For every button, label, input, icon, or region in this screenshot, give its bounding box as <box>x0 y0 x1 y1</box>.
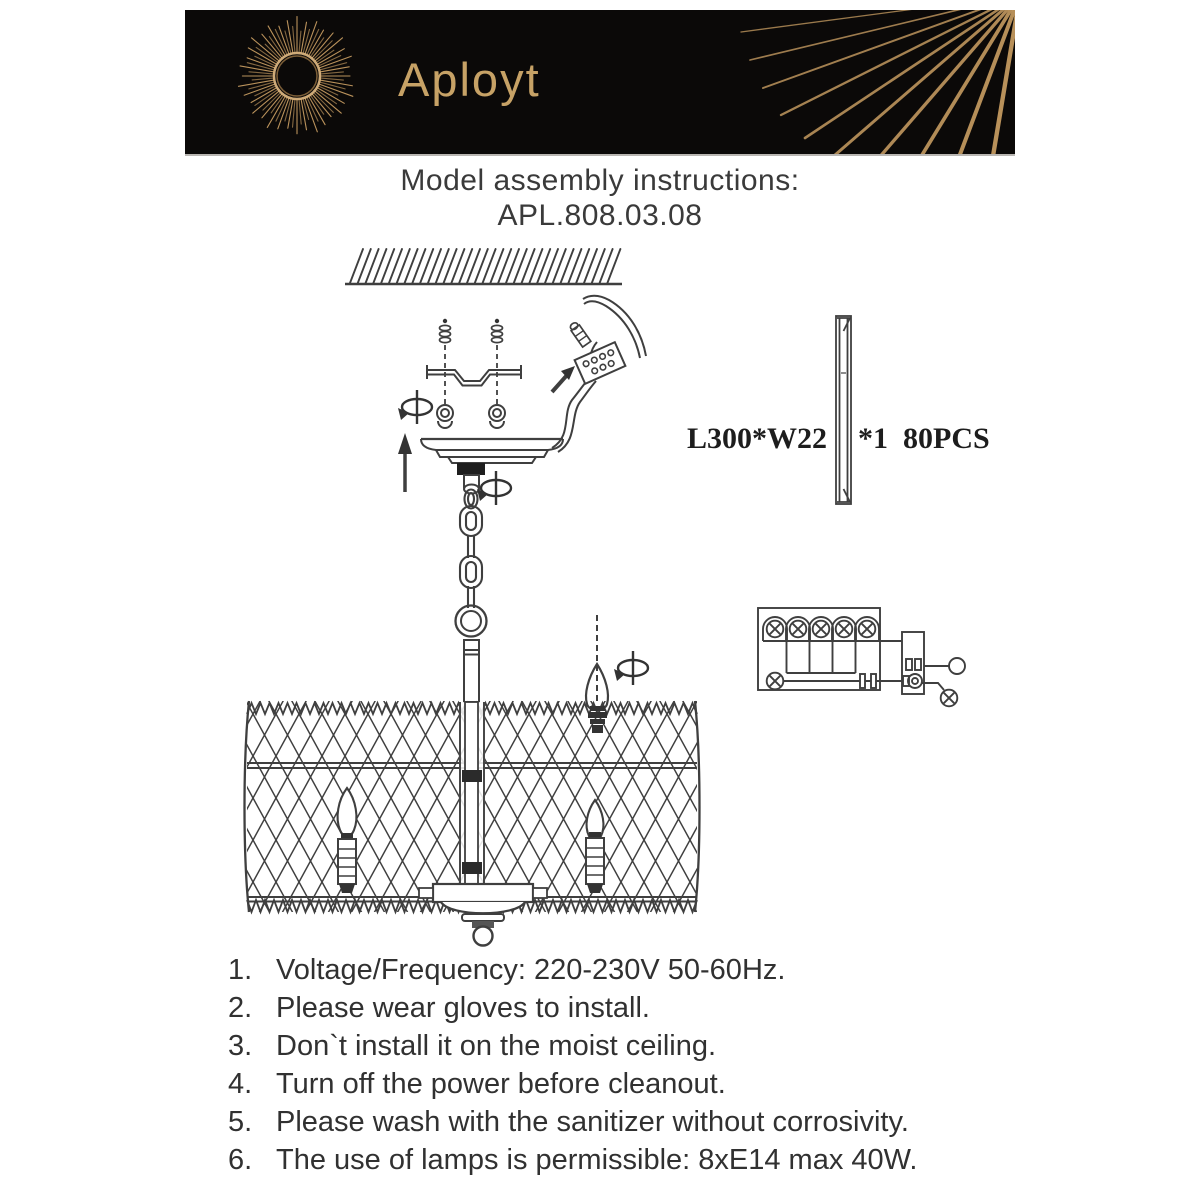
instruction-number: 1. <box>228 954 253 986</box>
brand-name: Aployt <box>398 53 541 106</box>
instruction-item <box>228 989 1028 1027</box>
instruction-number: 4. <box>228 1068 253 1100</box>
wiring-lamp-icon <box>767 621 784 638</box>
instruction-item <box>228 1141 1028 1179</box>
wiring-lamp-icon <box>941 690 958 707</box>
center-column <box>459 702 485 886</box>
part-count-label: 80PCS <box>903 422 990 455</box>
instruction-number: 5. <box>228 1106 253 1138</box>
wiring-terminal <box>902 632 924 694</box>
rotate-icon <box>477 471 511 505</box>
instruction-text: The use of lamps is permissible: 8xE14 max 40W. <box>276 1144 918 1176</box>
instruction-number: 2. <box>228 992 253 1024</box>
terminal-block <box>575 342 626 384</box>
instruction-text: Don`t install it on the moist ceiling. <box>276 1030 717 1062</box>
mounting-bracket <box>427 365 521 386</box>
instruction-number: 6. <box>228 1144 253 1176</box>
wire-connector-cap <box>568 321 591 347</box>
candle-bulb-install <box>586 615 608 733</box>
ceiling-canopy <box>421 439 563 494</box>
wiring-lamp-icon <box>813 621 830 638</box>
center-rod-top <box>464 640 479 702</box>
instruction-item <box>228 951 1028 989</box>
bottom-finial <box>419 884 547 946</box>
wiring-lamp-row <box>763 617 879 641</box>
page-title: Model assembly instructions: <box>400 164 800 197</box>
wiring-lamp-icon <box>790 621 807 638</box>
instruction-item <box>228 1065 1028 1103</box>
wiring-neutral-circle <box>949 658 965 674</box>
hanging-ring <box>456 606 487 637</box>
candle-bulb-right <box>586 800 604 893</box>
part-size-label: L300*W22 <box>686 422 827 455</box>
wiring-diagram <box>758 608 965 706</box>
crystal-rod-part <box>836 316 851 504</box>
mounting-screw-left <box>437 319 453 428</box>
instruction-text: Please wear gloves to install. <box>276 992 650 1024</box>
wiring-lamp-icon <box>836 621 853 638</box>
instruction-text: Turn off the power before cleanout. <box>276 1068 726 1100</box>
wiring-lamp-icon <box>767 673 784 690</box>
mounting-screw-right <box>489 319 505 428</box>
ceiling-hatch <box>345 249 622 284</box>
suspension-chain <box>460 490 482 609</box>
instruction-item <box>228 1103 1028 1141</box>
instruction-text: Please wash with the sanitizer without corrosivity. <box>276 1106 909 1138</box>
part-qty-label: *1 <box>858 422 888 455</box>
instruction-text: Voltage/Frequency: 220-230V 50-60Hz. <box>276 954 786 986</box>
rotate-icon <box>614 651 648 685</box>
instructions-list <box>228 951 1028 1179</box>
instruction-item <box>228 1027 1028 1065</box>
instruction-number: 3. <box>228 1030 253 1062</box>
wiring-lamp-icon <box>859 621 876 638</box>
insert-arrow-icon <box>552 366 575 392</box>
model-number: APL.808.03.08 <box>497 199 703 232</box>
candle-bulb-left <box>338 788 357 893</box>
rotate-icon <box>398 390 432 424</box>
lift-arrow-icon <box>398 433 412 492</box>
